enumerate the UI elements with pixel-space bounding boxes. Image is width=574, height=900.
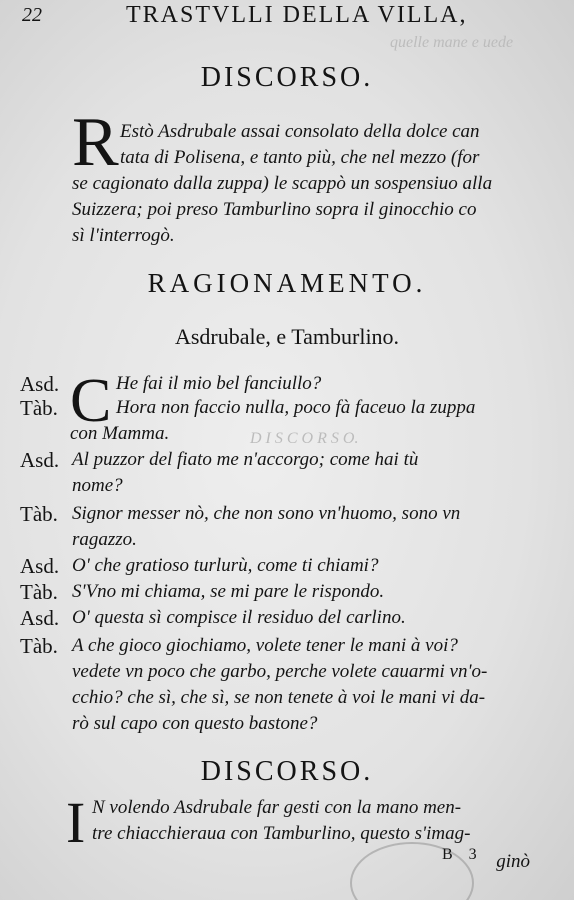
drop-cap: C [70, 367, 112, 435]
speech-line: con Mamma. [70, 423, 170, 444]
drop-cap: I [66, 790, 86, 855]
speech-line: rò sul capo con questo bastone? [72, 713, 318, 734]
speech-line: nome? [72, 475, 123, 496]
signature-mark: B 3 [442, 846, 483, 863]
speech-line: Al puzzor del fiato me n'accorgo; come hai tù [72, 449, 419, 470]
text-line: Suizzera; poi preso Tamburlino sopra il ginocchio co [72, 199, 477, 220]
speech-line: Hora non faccio nulla, poco fà faceuo la zuppa [116, 397, 476, 418]
page-number: 22 [22, 4, 42, 26]
text-line: se cagionato dalla zuppa) le scappò un sospensiuo alla [72, 173, 493, 194]
catchword: ginò [496, 851, 530, 872]
speaker-label: Tàb. [20, 580, 58, 604]
dramatis-personae: Asdrubale, e Tamburlino. [174, 324, 400, 349]
speech-line: Signor messer nò, che non sono vn'huomo, sono vn [72, 503, 461, 524]
section-heading-discorso: DISCORSO. [200, 756, 374, 787]
text-line: tata di Polisena, e tanto più, che nel mezzo (for [120, 147, 480, 168]
speaker-label: Asd. [20, 554, 60, 578]
text-line: Estò Asdrubale assai consolato della dolce can [120, 121, 480, 142]
speech-line: vedete vn poco che garbo, perche volete cauarmi vn'o- [72, 661, 488, 682]
speaker-label: Tàb. [20, 634, 58, 658]
speaker-label: Asd. [20, 448, 60, 472]
speaker-label: Asd. [20, 372, 60, 396]
section-heading-ragionamento: RAGIONAMENTO. [147, 268, 427, 298]
speech-line: S'Vno mi chiama, se mi pare le rispondo. [72, 581, 385, 602]
speech-line: ragazzo. [72, 529, 137, 550]
text-line: tre chiacchieraua con Tamburlino, questo s'imag- [92, 823, 471, 844]
drop-cap: R [72, 104, 119, 181]
speaker-label: Tàb. [20, 502, 58, 526]
speech-line: O' che gratioso turlurù, come ti chiami? [72, 555, 379, 576]
speaker-label: Asd. [20, 606, 60, 630]
speech-line: A che gioco giochiamo, volete tener le mani à voi? [72, 635, 458, 656]
text-line: N volendo Asdrubale far gesti con la mano men- [92, 797, 462, 818]
speech-line: cchio? che sì, che sì, se non tenete à voi le mani vi da- [72, 687, 486, 708]
running-title: TRASTVLLI DELLA VILLA, [126, 2, 468, 28]
speech-line: O' questa sì compisce il residuo del carlino. [72, 607, 406, 628]
speaker-label: Tàb. [20, 396, 58, 420]
text-line: sì l'interrogò. [72, 225, 175, 246]
speech-line: He fai il mio bel fanciullo? [116, 373, 322, 394]
book-page: quelle mane e uede D I S C O R S O. 22 TRASTVLLI DELLA VILLA, DISCORSO. R Estò Asdrubale assai consolato della dolce can tata di Polisena, e tanto più, che nel mezzo (for se cagionato dalla zuppa) le scappò un sospensiuo alla Suizzera; poi preso Tamburlino sopra il ginocchio co sì l'interrogò. RAGIONAMENTO. Asdrubale, e Tamburlino. C Asd. He fai il mio bel fanciullo? Tàb. Hora non faccio nulla, poco fà faceuo la zuppa con Mamma. Asd. Al puzzor del fiato me n'accorgo; come hai tù nome? Tàb. Signor messer nò, che non sono vn'huomo, sono vn ragazzo. Asd. O' che gratioso turlurù, come ti chiami? Tàb. S'Vno mi chiama, se mi pare le rispondo. Asd. O' questa sì compisce il residuo del carlino. Tàb. A che gioco giochiamo, volete tener le mani à voi? vedete vn poco che garbo, perche volete cauarmi vn'o- cchio? che sì, che sì, se non tenete à voi le mani vi da- rò sul capo con questo bastone? DISCORSO. I N volendo Asdrubale far gesti con la mano men- tre chiacchieraua con Tamburlino, questo s'imag- ginò B 3 [0, 0, 574, 900]
section-heading-discorso: DISCORSO. [200, 62, 374, 93]
